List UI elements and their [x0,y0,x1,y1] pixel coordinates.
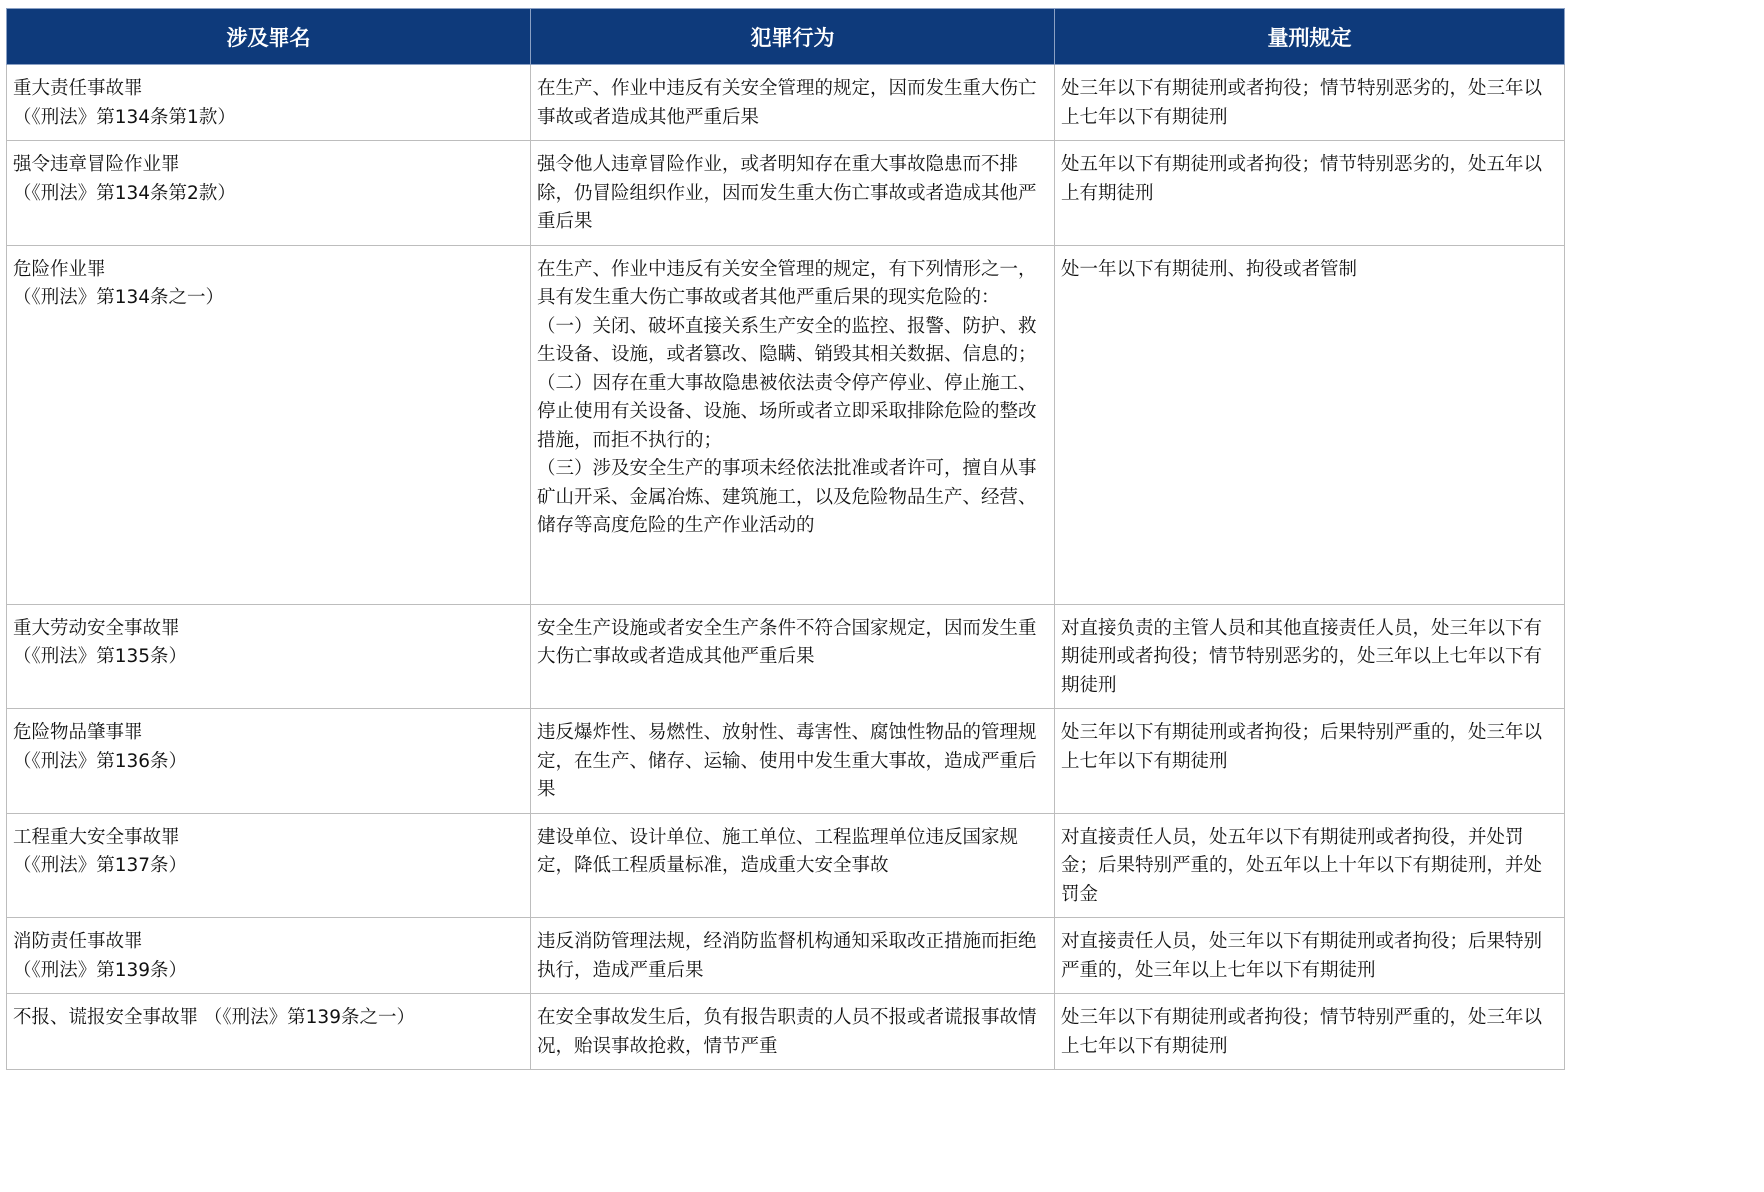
table-row [7,604,1565,709]
conduct-cell: 在安全事故发生后，负有报告职责的人员不报或者谎报事故情况，贻误事故抢救，情节严重 [531,994,1055,1070]
crime-article: （《刑法》第137条） [13,855,188,876]
crime-name-cell [7,709,531,814]
crime-name-cell [7,994,531,1070]
crime-name: 重大责任事故罪 [13,78,143,99]
crime-name-cell [7,813,531,918]
crime-name: 危险物品肇事罪 [13,722,143,743]
crime-article: （《刑法》第136条） [13,750,188,772]
crime-article: （《刑法》第134条第1款） [13,106,236,128]
conduct-cell: 违反消防管理法规，经消防监督机构通知采取改正措施而拒绝执行，造成严重后果 [531,918,1055,994]
crime-article: （《刑法》第134条第2款） [13,182,236,204]
crime-name: 消防责任事故罪 [13,931,143,952]
table-row [7,994,1565,1070]
penalty-cell: 处三年以下有期徒刑或者拘役；后果特别严重的，处三年以上七年以下有期徒刑 [1055,709,1565,814]
crime-name-cell [7,604,531,709]
penalty-cell: 对直接负责的主管人员和其他直接责任人员，处三年以下有期徒刑或者拘役；情节特别恶劣的，处三年以上七年以下有期徒刑 [1055,604,1565,709]
crime-name-cell [7,245,531,604]
table-row [7,918,1565,994]
penalty-cell: 处三年以下有期徒刑或者拘役；情节特别恶劣的，处三年以上七年以下有期徒刑 [1055,65,1565,141]
conduct-cell: 在生产、作业中违反有关安全管理的规定，因而发生重大伤亡事故或者造成其他严重后果 [531,65,1055,141]
crimes-table [6,8,1565,1070]
penalty-cell: 处三年以下有期徒刑或者拘役；情节特别严重的，处三年以上七年以下有期徒刑 [1055,994,1565,1070]
conduct-cell: 强令他人违章冒险作业，或者明知存在重大事故隐患而不排除，仍冒险组织作业，因而发生重大伤亡事故或者造成其他严重后果 [531,141,1055,246]
crime-name: 危险作业罪 [13,258,106,280]
table-row [7,141,1565,246]
table-row [7,709,1565,814]
crime-article: （《刑法》第134条之一） [13,287,225,308]
crime-article: （《刑法》第135条） [13,646,188,667]
penalty-cell: 处五年以下有期徒刑或者拘役；情节特别恶劣的，处五年以上有期徒刑 [1055,141,1565,246]
header-sentencing: 量刑规定 [1055,9,1565,65]
crime-name: 重大劳动安全事故罪 [13,617,180,639]
table-row [7,65,1565,141]
crimes-table-container [6,8,1564,1070]
crime-article: （《刑法》第139条之一） [203,1007,415,1028]
crime-name-cell [7,141,531,246]
conduct-cell: 违反爆炸性、易燃性、放射性、毒害性、腐蚀性物品的管理规定，在生产、储存、运输、使用中发生重大事故，造成严重后果 [531,709,1055,814]
penalty-cell: 对直接责任人员，处五年以下有期徒刑或者拘役，并处罚金；后果特别严重的，处五年以上十年以下有期徒刑，并处罚金 [1055,813,1565,918]
penalty-cell: 处一年以下有期徒刑、拘役或者管制 [1055,245,1565,604]
crime-name-cell [7,65,531,141]
crime-name: 强令违章冒险作业罪 [13,154,180,175]
header-criminal-conduct: 犯罪行为 [531,9,1055,65]
header-crime-name: 涉及罪名 [7,9,531,65]
table-row [7,813,1565,918]
penalty-cell: 对直接责任人员，处三年以下有期徒刑或者拘役；后果特别严重的，处三年以上七年以下有期徒刑 [1055,918,1565,994]
crime-name: 不报、谎报安全事故罪 [13,1007,199,1028]
table-row [7,245,1565,604]
conduct-cell: 安全生产设施或者安全生产条件不符合国家规定，因而发生重大伤亡事故或者造成其他严重后果 [531,604,1055,709]
crime-name: 工程重大安全事故罪 [13,826,180,848]
header-row [7,9,1565,65]
crime-name-cell [7,918,531,994]
conduct-cell: 建设单位、设计单位、施工单位、工程监理单位违反国家规定，降低工程质量标准，造成重大安全事故 [531,813,1055,918]
conduct-cell: 在生产、作业中违反有关安全管理的规定，有下列情形之一，具有发生重大伤亡事故或者其他严重后果的现实危险的： （一）关闭、破坏直接关系生产安全的监控、报警、防护、救生设备、设施，或者篡改、隐瞒、销毁其相关数据、信息的； （二）因存在重大事故隐患被依法责令停产停业、停止施工、停止使用有关设备、设施、场所或者立即采取排除危险的整改措施，而拒不执行的； （三）涉及安全生产的事项未经依法批准或者许可，擅自从事矿山开采、金属冶炼、建筑施工，以及危险物品生产、经营、储存等高度危险的生产作业活动的 [531,245,1055,604]
crime-article: （《刑法》第139条） [13,959,188,981]
